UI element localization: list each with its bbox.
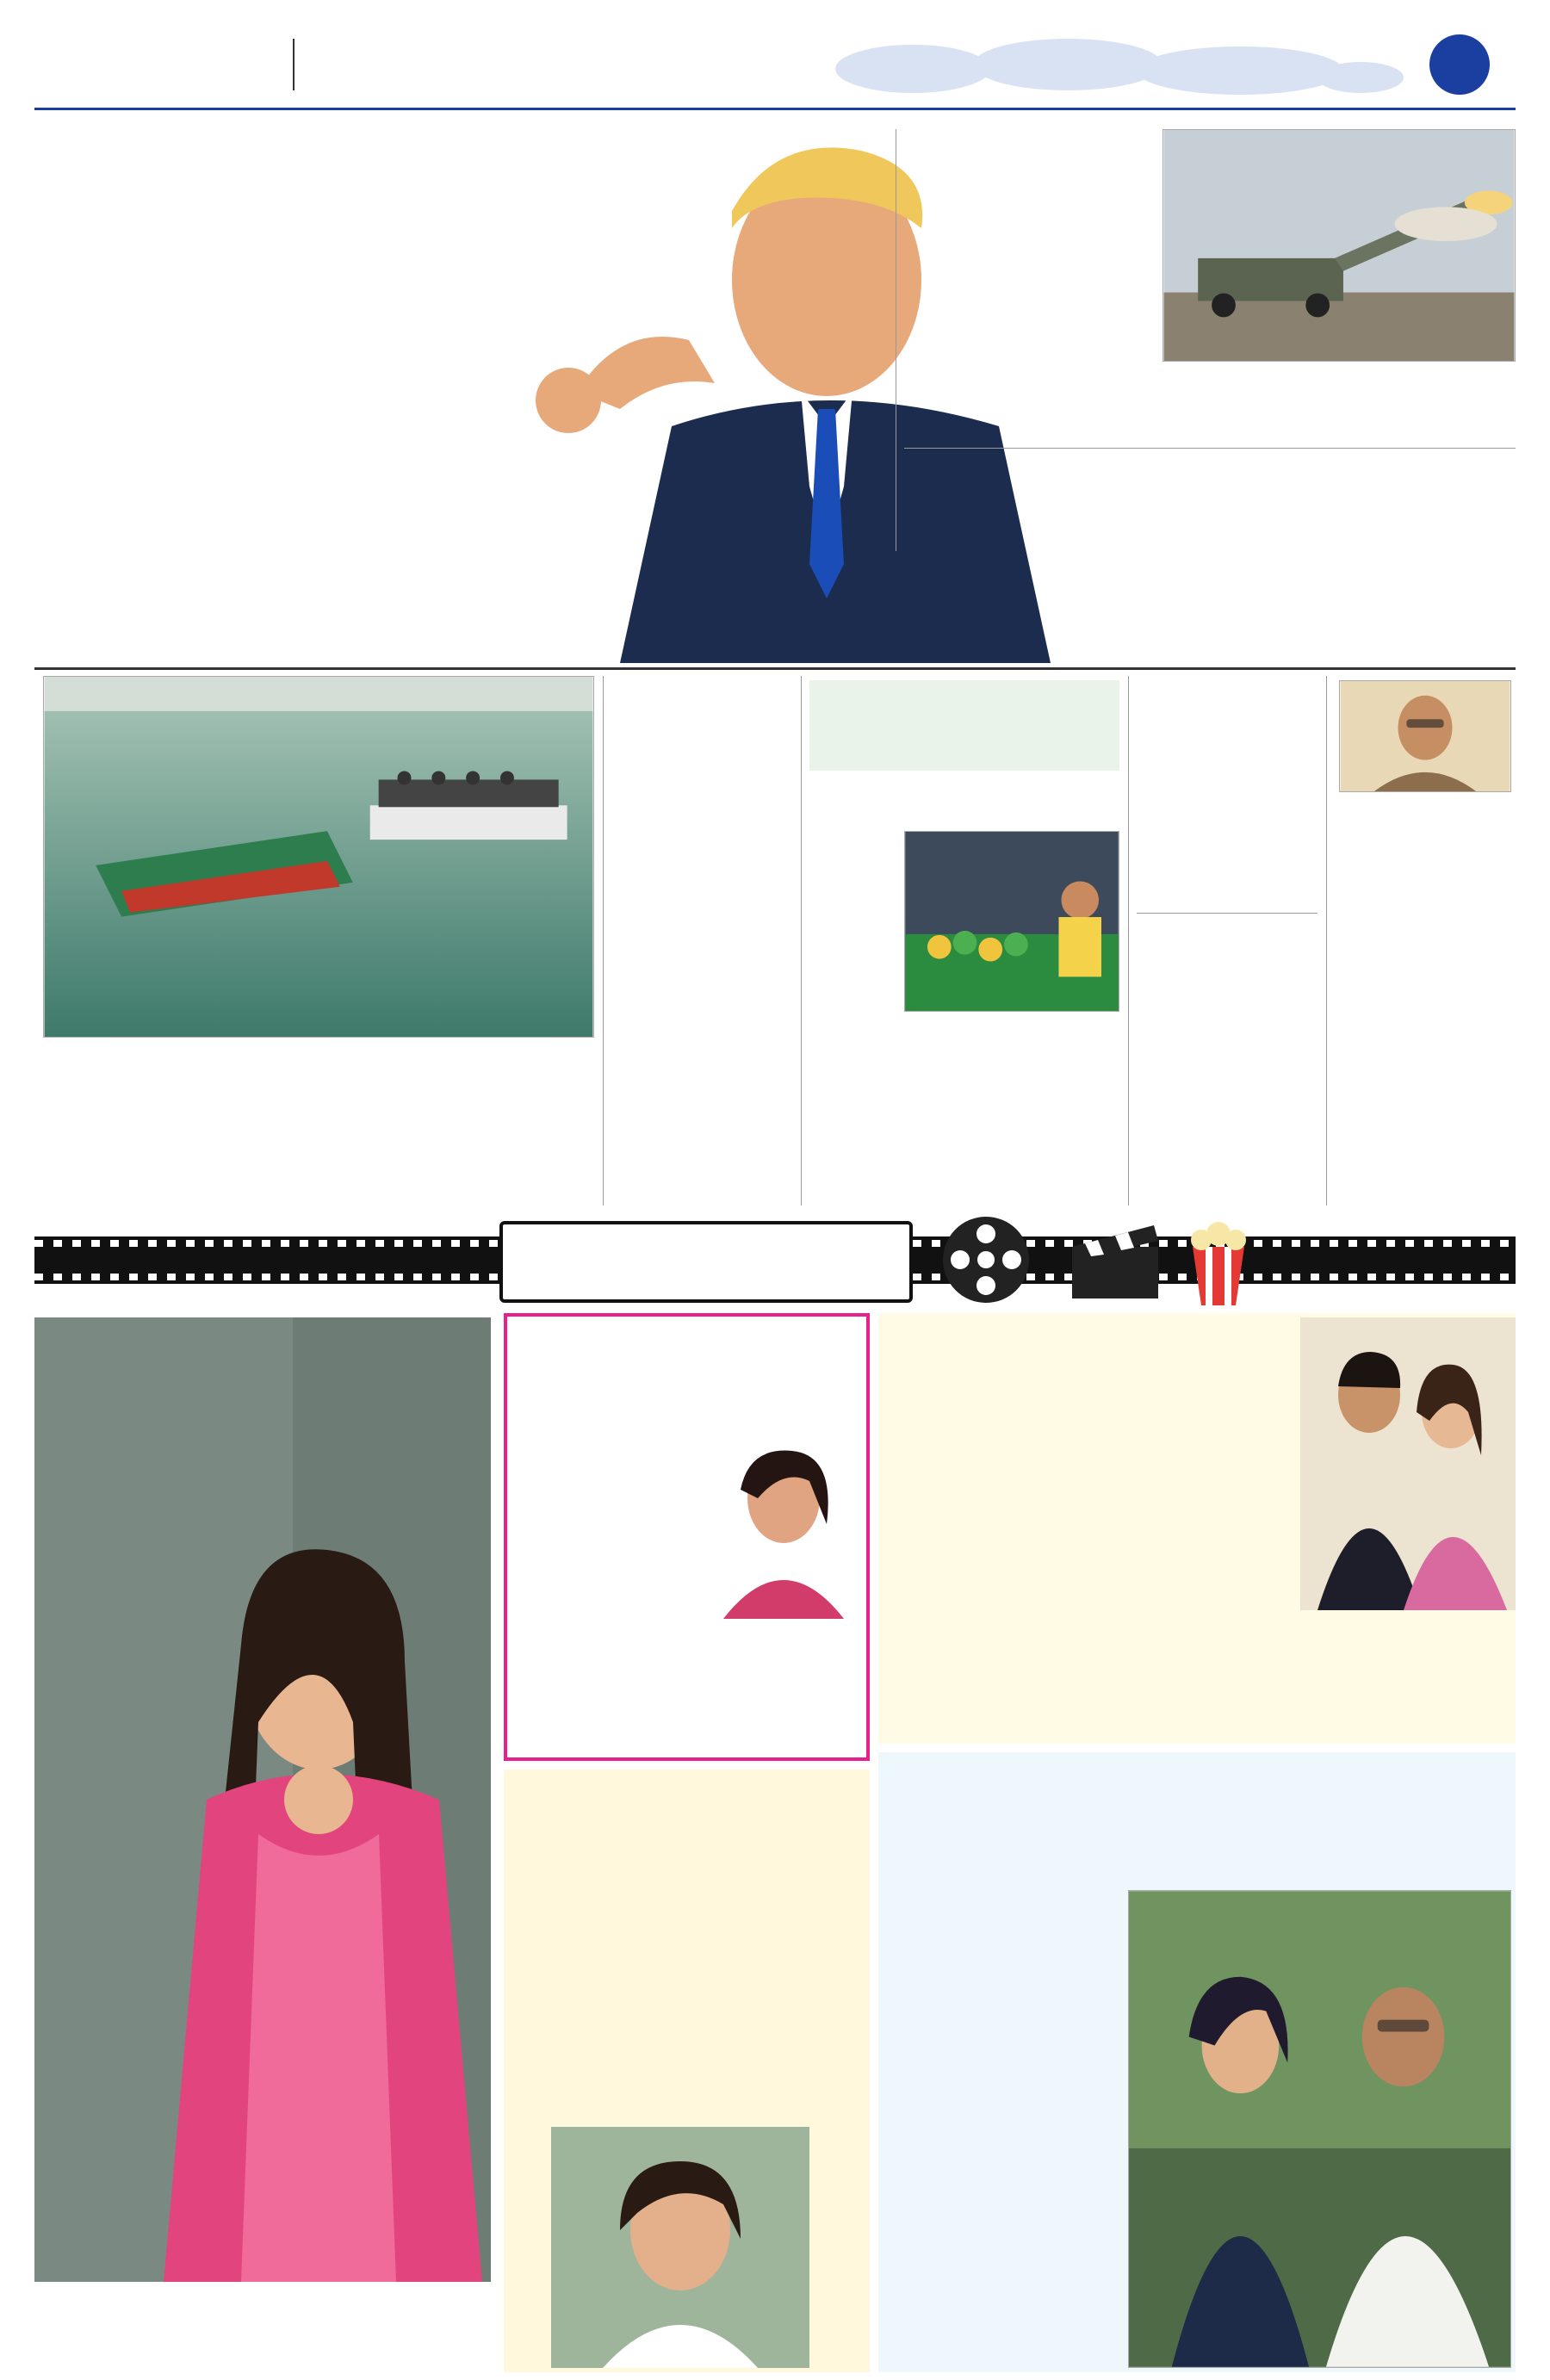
mahi-body (887, 1808, 1119, 2368)
pakistan-body (1137, 1007, 1318, 1205)
column-rule-h (1137, 913, 1318, 914)
column-rule (801, 676, 802, 1205)
masthead-rule (34, 108, 1516, 110)
nawshaba-photo (698, 1429, 861, 1619)
lead-body-right (344, 349, 508, 659)
ukraine-body (1137, 769, 1318, 907)
lead-body-left (43, 349, 336, 659)
mahi-quote (1128, 1808, 1511, 1886)
mahi-director-photo (1128, 1890, 1511, 2368)
masthead-divider (293, 39, 294, 90)
kejriwal-photo (1339, 680, 1511, 792)
juice-stall-photo (904, 831, 1119, 1012)
nawshaba-body-side (698, 1627, 861, 1748)
juice-body-intro (809, 775, 1119, 827)
missile-launcher-photo (1162, 129, 1516, 362)
masthead (0, 0, 1550, 112)
clapperboard-icon (1068, 1217, 1162, 1303)
haiti-fuel-body (611, 771, 792, 999)
film-strip-left (34, 1236, 499, 1284)
kejriwal-body (1335, 887, 1516, 1205)
juice-headline (809, 680, 1119, 685)
binodon-title-box (499, 1221, 913, 1303)
page-number (1429, 34, 1490, 95)
column-rule (603, 676, 604, 1205)
popcorn-icon (1180, 1212, 1257, 1307)
film-reel-icon (939, 1212, 1033, 1307)
paoli-body (517, 1834, 861, 2118)
english-channel-body (611, 1083, 792, 1205)
nawshaba-body (517, 1429, 689, 1748)
juice-headline-box (809, 680, 1119, 771)
sumi-body (34, 2290, 491, 2372)
juice-body-side (809, 831, 900, 1012)
column-rule (1326, 676, 1327, 1205)
column-rule (1128, 676, 1129, 1205)
aishwarya-body-side (1300, 1619, 1516, 1739)
juice-body (809, 1016, 1119, 1205)
israel-body (904, 455, 1516, 661)
aishwarya-body (887, 1395, 1292, 1739)
binodon-banner (34, 1212, 1516, 1311)
section-rule (34, 667, 1516, 670)
nigeria-body (43, 1111, 594, 1205)
sumi-photo (34, 1317, 491, 2282)
sumi-portrait (34, 1317, 491, 2282)
israel-rule (904, 448, 1516, 449)
boat-capsize-photo (43, 676, 594, 1038)
paoli-photo (551, 2127, 809, 2368)
world-map-icon (809, 34, 1412, 103)
abhishek-aishwarya-photo (1300, 1317, 1516, 1610)
